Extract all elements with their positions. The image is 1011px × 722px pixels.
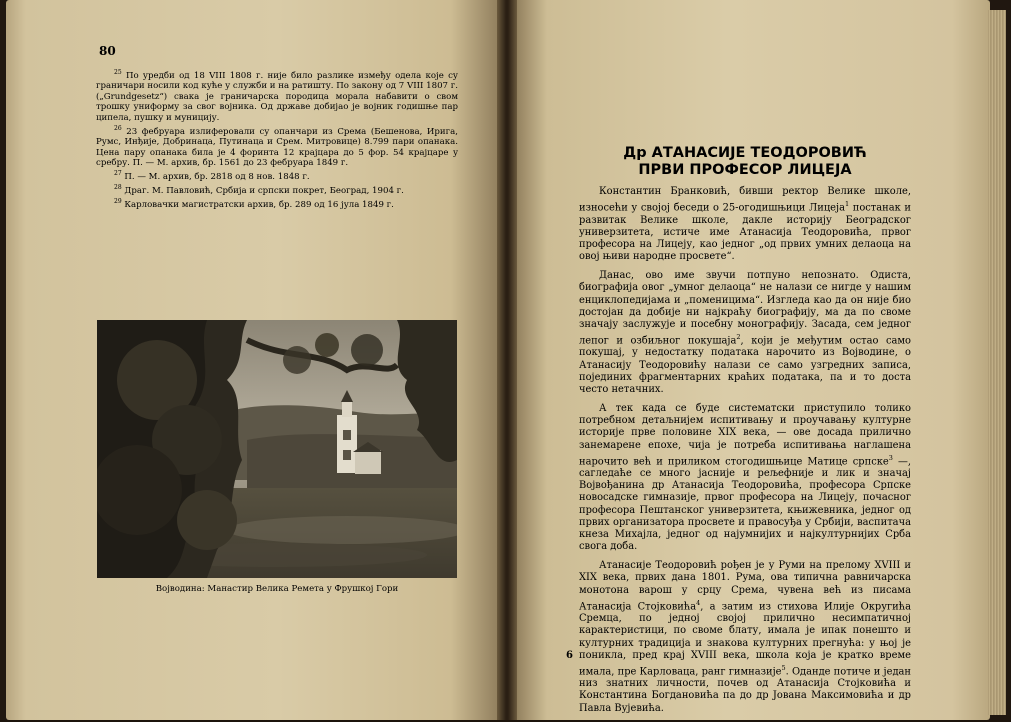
photo-caption: Војводина: Манастир Велика Ремета у Фрушкој Гори — [155, 584, 399, 594]
title-line-1: Др АТАНАСИЈЕ ТЕОДОРОВИЋ — [623, 145, 867, 161]
paragraph: Атанасије Теодоровић рођен је у Руми на прелому XVIII и XIX века, првих дана 1801. Рума, ова типична равничарска монотона варош у срцу Срема, чувена већ из писама Атанасија Стојковића$^4$, а затим из стихова Илије Округића Сремца, по једној својој прилично несимпатичној карактеристици, по своме блату, имала је ипак понешто и културних традиција и знакова културних прегнућа: у њој је поникла, пред крај XVIII века, школа која је кратко време имала, пре Карловаца, ранг гимназије$^5$. Оданде потиче и један низ знатних личности, почев од Атанасија Стојковића и Константина Богдановића па до др Јована Максимовића и др Павла Вујевића. — [579, 560, 912, 714]
article-title — [580, 145, 910, 179]
paragraph: Константин Бранковић, бивши ректор Велике школе, износећи у својој беседи о 25-огодишњици Лицеја$^1$ постанак и развитак Велике школе, дакле историју Београдског универзитета, истиче име Атанасија Теодоровића, првог професора на Лицеју, као једног „од првих умних делаоца на овој њиви народне просвете“. — [579, 186, 911, 263]
article-body — [579, 186, 911, 722]
paragraph: Данас, ово име звучи потпуно непознато. Одиста, биографија овог „умног делаоца“ не налази се нигде у нашим енциклопедијама и „поменицима“. Изгледа као да он није био достојан да добије ни најкраћу биографију, ма да по своме значају заслужује и посебну монографију. Засада, сем једног лепог и озбиљног покушаја$^2$, који је међутим остао само покушај, у недостатку података нарочито из Војводине, о Атанасију Теодоровићу налази се само узгредних записа, појединих фрагментарних краћих података, па и то доста често нетачних. — [579, 270, 911, 395]
footnote: $^{27}$ П. — М. архив, бр. 2818 од 8 нов. 1848 г. — [114, 170, 310, 183]
left-page-number: 80 — [99, 44, 116, 58]
footnote: $^{25}$ По уредби од 18 VIII 1808 г. није било разлике између одела које су граничари носили код куће у служби и на ратишту. По закону од 7 VIII 1807 г. („Grundgesetz“) свака је граничарска породица морала набавити о свом трошку униформу за свог војника. Од државе добијао је војник годишње пар ципела, пушку и муницију. — [96, 69, 458, 123]
right-page-number: 6 — [566, 650, 573, 661]
footnote: $^{28}$ Драг. М. Павловић, Србија и српски покрет, Београд, 1904 г. — [114, 184, 404, 196]
book-gutter — [497, 0, 517, 720]
footnote: $^{26}$ 23 фебруара излиферовали су опанчари из Срема (Бешенова, Ирига, Румс, Инђије, Добринаца, Путинаца и Срем. Митровице) 8.799 пари опанака. Цена пару опанака била је 4 форинта 12 крајцара до 5 фор. 54 крајцаре у сребру. П. — М. архив, бр. 1561 до 23 фебруара 1849 г. — [96, 124, 458, 169]
paragraph: А тек када се буде систематски приступило толико потребном детаљнијем испитивању и проучавању културне историје прве половине XIX века, — ове досада прилично занемарене епохе, чија је потреба испитивања наглашена нарочито већ и приликом стогодишњице Матице српске$^3$ —, сагледаће се много јасније и рељефније и лик и значај Војвођанина др Атанасија Теодоровића, професора Српске новосадске гимназије, првог професора на Лицеју, почасног професора Пештанског универзитета, књижевника, једног од првих организатора просвете и правосуђа у Србији, васпитача кнеза Михајла, једног од најумнијих и најкултурнијих Срба свога доба. — [579, 403, 911, 553]
page-edges — [988, 10, 1006, 715]
footnotes — [96, 68, 458, 211]
monastery-photo-image — [97, 320, 457, 578]
monastery-photo — [97, 320, 457, 578]
title-line-2: ПРВИ ПРОФЕСОР ЛИЦЕЈА — [638, 162, 852, 178]
footnote: $^{29}$ Карловачки магистратски архив, бр. 289 од 16 јула 1849 г. — [114, 197, 394, 210]
